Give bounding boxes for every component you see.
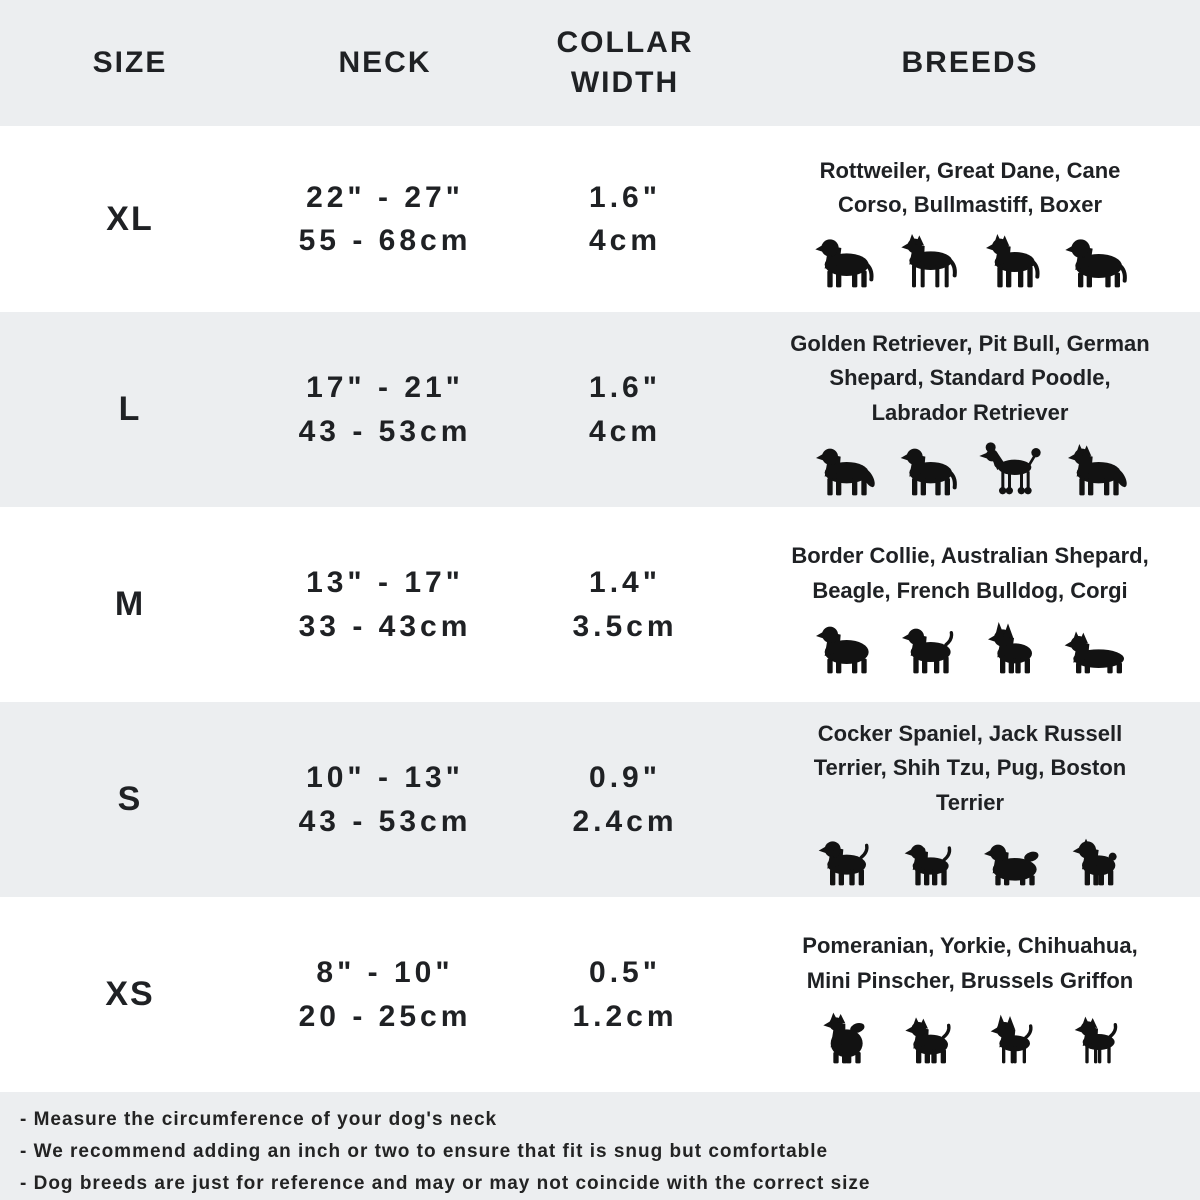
neck-measurement — [260, 176, 510, 263]
beagle-icon — [888, 612, 968, 676]
breeds-list: Border Collie, Australian Shepard, Beagle, French Bulldog, Corgi — [791, 543, 1149, 603]
neck-measurement — [260, 756, 510, 843]
collar-width-cm: 1.2cm — [572, 999, 678, 1033]
collar-width-inches: 1.4" — [589, 566, 661, 599]
note-reference: - Dog breeds are just for reference and may or may not coincide with the correct size — [20, 1173, 871, 1194]
breeds-cell — [740, 533, 1200, 675]
collar-width-measurement — [510, 951, 740, 1038]
rottweiler-icon — [804, 226, 884, 290]
neck-measurement — [260, 366, 510, 453]
golden-retriever-icon — [804, 434, 884, 498]
collar-width-measurement — [510, 176, 740, 263]
breed-silhouettes — [804, 434, 1136, 498]
mini-pinscher-icon — [1056, 1002, 1136, 1066]
pug-icon — [1056, 824, 1136, 888]
table-row — [0, 702, 1200, 897]
shih-tzu-icon — [972, 824, 1052, 888]
german-shepard-icon — [1056, 434, 1136, 498]
neck-measurement — [260, 561, 510, 648]
note-recommend: - We recommend adding an inch or two to ensure that fit is snug but comfortable — [20, 1141, 829, 1162]
neck-cm: 33 - 43cm — [298, 609, 472, 643]
neck-inches: 13" - 17" — [306, 566, 464, 599]
bullmastiff-icon — [1056, 226, 1136, 290]
breed-silhouettes — [804, 612, 1136, 676]
collar-width-cm: 4cm — [588, 224, 662, 257]
footnotes — [0, 1092, 1200, 1200]
size-label: M — [114, 585, 146, 623]
table-row — [0, 897, 1200, 1092]
pomeranian-icon — [804, 1002, 884, 1066]
neck-measurement — [260, 951, 510, 1038]
neck-cm: 55 - 68cm — [298, 224, 472, 257]
neck-inches: 10" - 13" — [306, 761, 464, 794]
size-label: XL — [106, 199, 154, 238]
corgi-icon — [1056, 612, 1136, 676]
header-collar-width: COLLAR WIDTH — [556, 25, 694, 99]
collar-width-inches: 1.6" — [589, 180, 661, 214]
note-measure: - Measure the circumference of your dog's neck — [20, 1109, 498, 1130]
neck-inches: 17" - 21" — [306, 371, 464, 404]
header-neck: NECK — [338, 45, 432, 79]
table-row — [0, 312, 1200, 507]
header-size: SIZE — [92, 45, 168, 79]
collar-width-cm: 4cm — [588, 414, 662, 448]
cocker-spaniel-icon — [804, 824, 884, 888]
breeds-cell — [740, 148, 1200, 290]
breeds-cell — [740, 923, 1200, 1065]
collar-width-cm: 3.5cm — [572, 609, 678, 643]
table-header — [0, 0, 1200, 126]
neck-inches: 22" - 27" — [306, 180, 464, 214]
breeds-list: Cocker Spaniel, Jack Russell Terrier, Shih Tzu, Pug, Boston Terrier — [813, 721, 1127, 815]
collar-width-measurement — [510, 561, 740, 648]
neck-cm: 43 - 53cm — [298, 414, 472, 448]
size-label: L — [118, 390, 142, 428]
collar-width-inches: 1.6" — [589, 371, 661, 404]
collar-width-inches: 0.9" — [589, 761, 661, 794]
breeds-list: Rottweiler, Great Dane, Cane Corso, Bullmastiff, Boxer — [819, 157, 1121, 217]
breeds-cell — [740, 711, 1200, 887]
jack-russell-terrier-icon — [888, 824, 968, 888]
breed-silhouettes — [804, 1002, 1136, 1066]
table-row — [0, 507, 1200, 702]
breed-silhouettes — [804, 824, 1136, 888]
breeds-cell — [740, 321, 1200, 497]
collar-width-cm: 2.4cm — [572, 804, 678, 838]
size-label: S — [117, 780, 143, 818]
yorkie-icon — [888, 1002, 968, 1066]
chihuahua-icon — [972, 1002, 1052, 1066]
breeds-list: Pomeranian, Yorkie, Chihuahua, Mini Pinscher, Brussels Griffon — [802, 933, 1138, 993]
neck-cm: 20 - 25cm — [298, 999, 472, 1033]
header-breeds: BREEDS — [901, 45, 1039, 79]
collar-width-measurement — [510, 366, 740, 453]
breeds-list: Golden Retriever, Pit Bull, German Shepard, Standard Poodle, Labrador Retriever — [790, 331, 1150, 425]
cane-corso-icon — [972, 226, 1052, 290]
collar-width-measurement — [510, 756, 740, 843]
labrador-retriever-icon — [888, 434, 968, 498]
neck-cm: 43 - 53cm — [298, 804, 472, 838]
french-bulldog-icon — [972, 612, 1052, 676]
table-row — [0, 126, 1200, 312]
table-body — [0, 126, 1200, 1092]
great-dane-icon — [888, 226, 968, 290]
standard-poodle-icon — [972, 434, 1052, 498]
australian-shepard-icon — [804, 612, 884, 676]
size-label: XS — [105, 975, 155, 1013]
collar-width-inches: 0.5" — [589, 956, 661, 989]
breed-silhouettes — [804, 226, 1136, 290]
neck-inches: 8" - 10" — [316, 956, 454, 989]
